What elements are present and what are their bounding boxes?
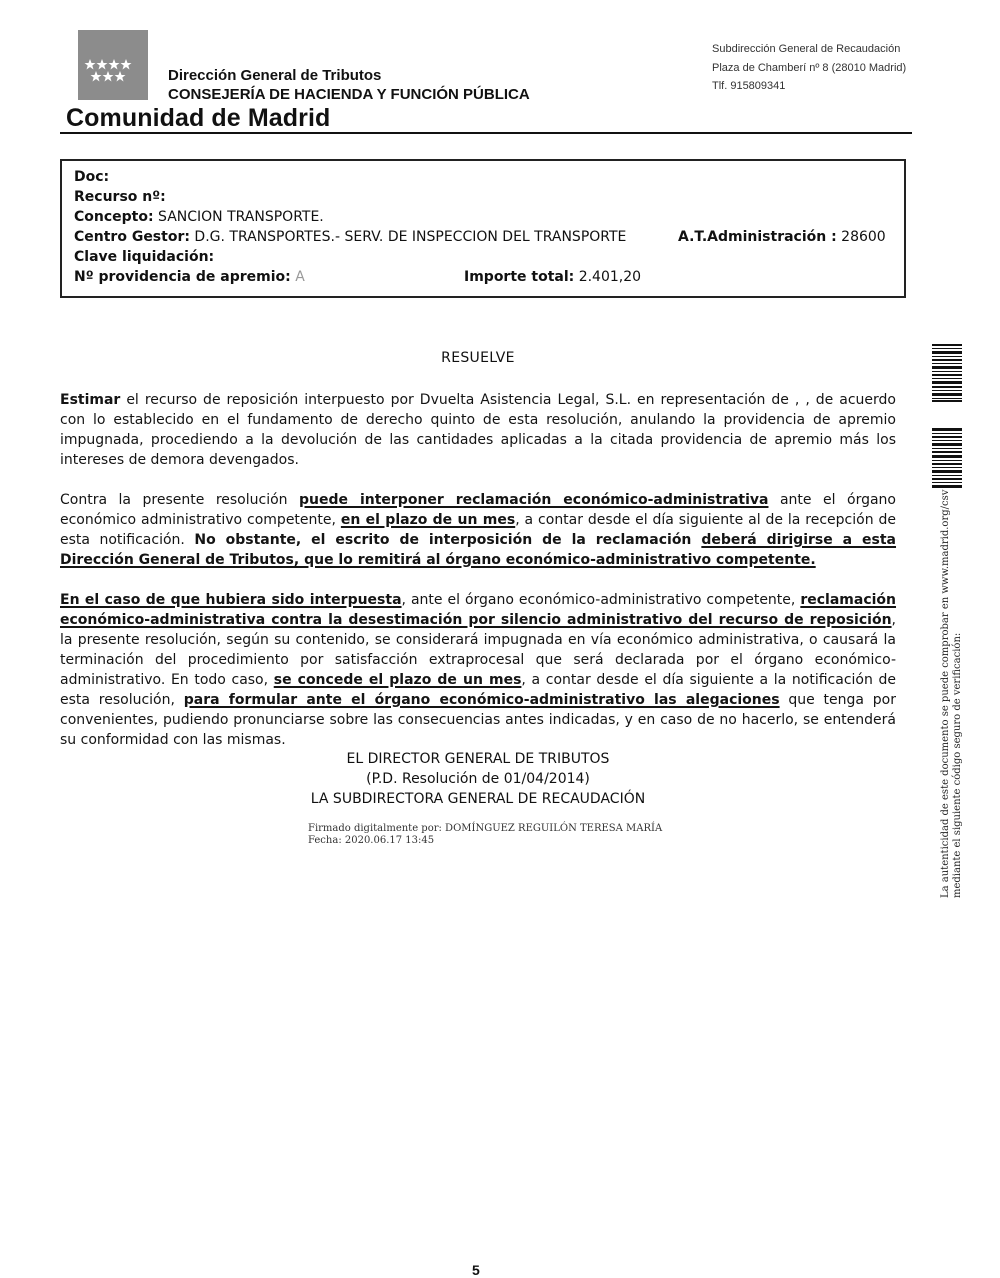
p2-text-b: ante el órgano económico administrativo competente, bbox=[60, 492, 896, 528]
doc-row bbox=[74, 169, 109, 185]
digital-signature bbox=[308, 823, 662, 847]
signature-title-1: EL DIRECTOR GENERAL DE TRIBUTOS bbox=[346, 751, 610, 767]
providencia-value: A bbox=[295, 269, 305, 285]
doc-label: Doc: bbox=[74, 169, 110, 185]
providencia-label: Nº providencia de apremio: bbox=[74, 269, 291, 285]
p3-underline-3: se concede el plazo de un mes bbox=[273, 672, 522, 688]
signed-date: Fecha: 2020.06.17 13:45 bbox=[308, 835, 435, 846]
office-address bbox=[712, 40, 906, 96]
p2-text-a: Contra la presente resolución bbox=[60, 492, 300, 508]
clave-row bbox=[74, 249, 214, 265]
p2-underline-3: deberá dirigirse a esta Dirección General de Tributos, que lo remitirá al órgano económico-administrativo competente. bbox=[60, 532, 897, 568]
p3-text-a: , ante el órgano económico-administrativo competente, bbox=[401, 592, 801, 608]
recurso-label: Recurso nº: bbox=[74, 189, 166, 205]
csv-line-2: mediante el siguiente código seguro de verificación: bbox=[952, 632, 963, 898]
p2-underline-2: en el plazo de un mes bbox=[340, 512, 516, 528]
document-info-box bbox=[60, 159, 906, 298]
at-row bbox=[678, 229, 886, 245]
brand-title: Comunidad de Madrid bbox=[66, 104, 331, 132]
paragraph-reclamacion bbox=[60, 490, 896, 570]
importe-row bbox=[464, 269, 641, 285]
centro-value: D.G. TRANSPORTES.- SERV. DE INSPECCION DEL TRANSPORTE bbox=[194, 229, 627, 245]
importe-label: Importe total: bbox=[464, 269, 575, 285]
importe-value: 2.401,20 bbox=[578, 269, 642, 285]
concepto-label: Concepto: bbox=[74, 209, 154, 225]
office-phone: Tlf. 915809341 bbox=[712, 80, 786, 92]
csv-verification-text bbox=[940, 489, 964, 898]
at-label: A.T.Administración : bbox=[678, 229, 837, 245]
paragraph-silencio bbox=[60, 590, 896, 750]
stars-icon bbox=[78, 30, 148, 100]
p2-text-c: , a contar desde el día siguiente al de la recepción de esta notificación. bbox=[60, 512, 896, 548]
paragraph-estimar bbox=[60, 390, 896, 470]
p3-text-b: , la presente resolución, según su contenido, se considerará impugnada en vía económico administrativa, o causará la terminación del procedimiento por satisfacción extraprocesal que será declarada por el órgano económico-administrativo. En todo caso, bbox=[60, 612, 896, 688]
resuelve-heading: RESUELVE bbox=[441, 350, 515, 366]
page-number: 5 bbox=[472, 1262, 480, 1278]
recurso-row bbox=[74, 189, 166, 205]
p1-text: el recurso de reposición interpuesto por Dvuelta Asistencia Legal, S.L. en representación de , , de acuerdo con lo establecido en el fundamento de derecho quinto de esta resolución, anulando la providencia de apremio impugnada, procediendo a la devolución de las cantidades aplicadas a la citada providencia de apremio más los intereses de demora devengados. bbox=[60, 392, 896, 468]
barcode-bottom-icon bbox=[932, 428, 962, 490]
signature-delegation: (P.D. Resolución de 01/04/2014) bbox=[366, 771, 590, 787]
p3-underline-4: para formular ante el órgano económico-administrativo las alegaciones bbox=[183, 692, 780, 708]
p2-underline-1: puede interponer reclamación económico-administrativa bbox=[299, 492, 769, 508]
office-street: Plaza de Chamberí nº 8 (28010 Madrid) bbox=[712, 61, 907, 74]
concepto-value: SANCION TRANSPORTE. bbox=[158, 209, 324, 225]
ministry-name: CONSEJERÍA DE HACIENDA Y FUNCIÓN PÚBLICA bbox=[168, 86, 530, 103]
concepto-row bbox=[74, 209, 324, 225]
clave-label: Clave liquidación: bbox=[74, 249, 215, 265]
p2-bold: No obstante, el escrito de interposición de la reclamación bbox=[194, 532, 702, 548]
signed-by: Firmado digitalmente por: DOMÍNGUEZ REGUILÓN TERESA MARÍA bbox=[308, 823, 663, 834]
estimar-bold: Estimar bbox=[60, 392, 121, 408]
org-name: Dirección General de Tributos bbox=[168, 67, 382, 84]
providencia-row bbox=[74, 269, 305, 285]
p3-text-d: que tenga por convenientes, pudiendo pronunciarse sobre las consecuencias antes indicadas, y en caso de no hacerlo, se entenderá su conformidad con las mismas. bbox=[60, 692, 897, 748]
at-value: 28600 bbox=[841, 229, 886, 245]
p3-underline-1: En el caso de que hubiera sido interpuesta bbox=[60, 592, 402, 608]
p3-text-c: , a contar desde el día siguiente a la notificación de esta resolución, bbox=[60, 672, 896, 708]
centro-label: Centro Gestor: bbox=[74, 229, 190, 245]
p3-underline-2: reclamación económico-administrativa contra la desestimación por silencio administrativo del recurso de reposición bbox=[60, 592, 897, 628]
csv-line-1: La autenticidad de este documento se puede comprobar en www.madrid.org/csv bbox=[940, 489, 951, 898]
barcode-top-icon bbox=[932, 344, 962, 402]
office-name: Subdirección General de Recaudación bbox=[712, 43, 901, 55]
comunidad-madrid-logo bbox=[78, 30, 148, 100]
header-divider bbox=[60, 132, 912, 134]
centro-row bbox=[74, 229, 626, 245]
signature-title-2: LA SUBDIRECTORA GENERAL DE RECAUDACIÓN bbox=[310, 791, 646, 807]
